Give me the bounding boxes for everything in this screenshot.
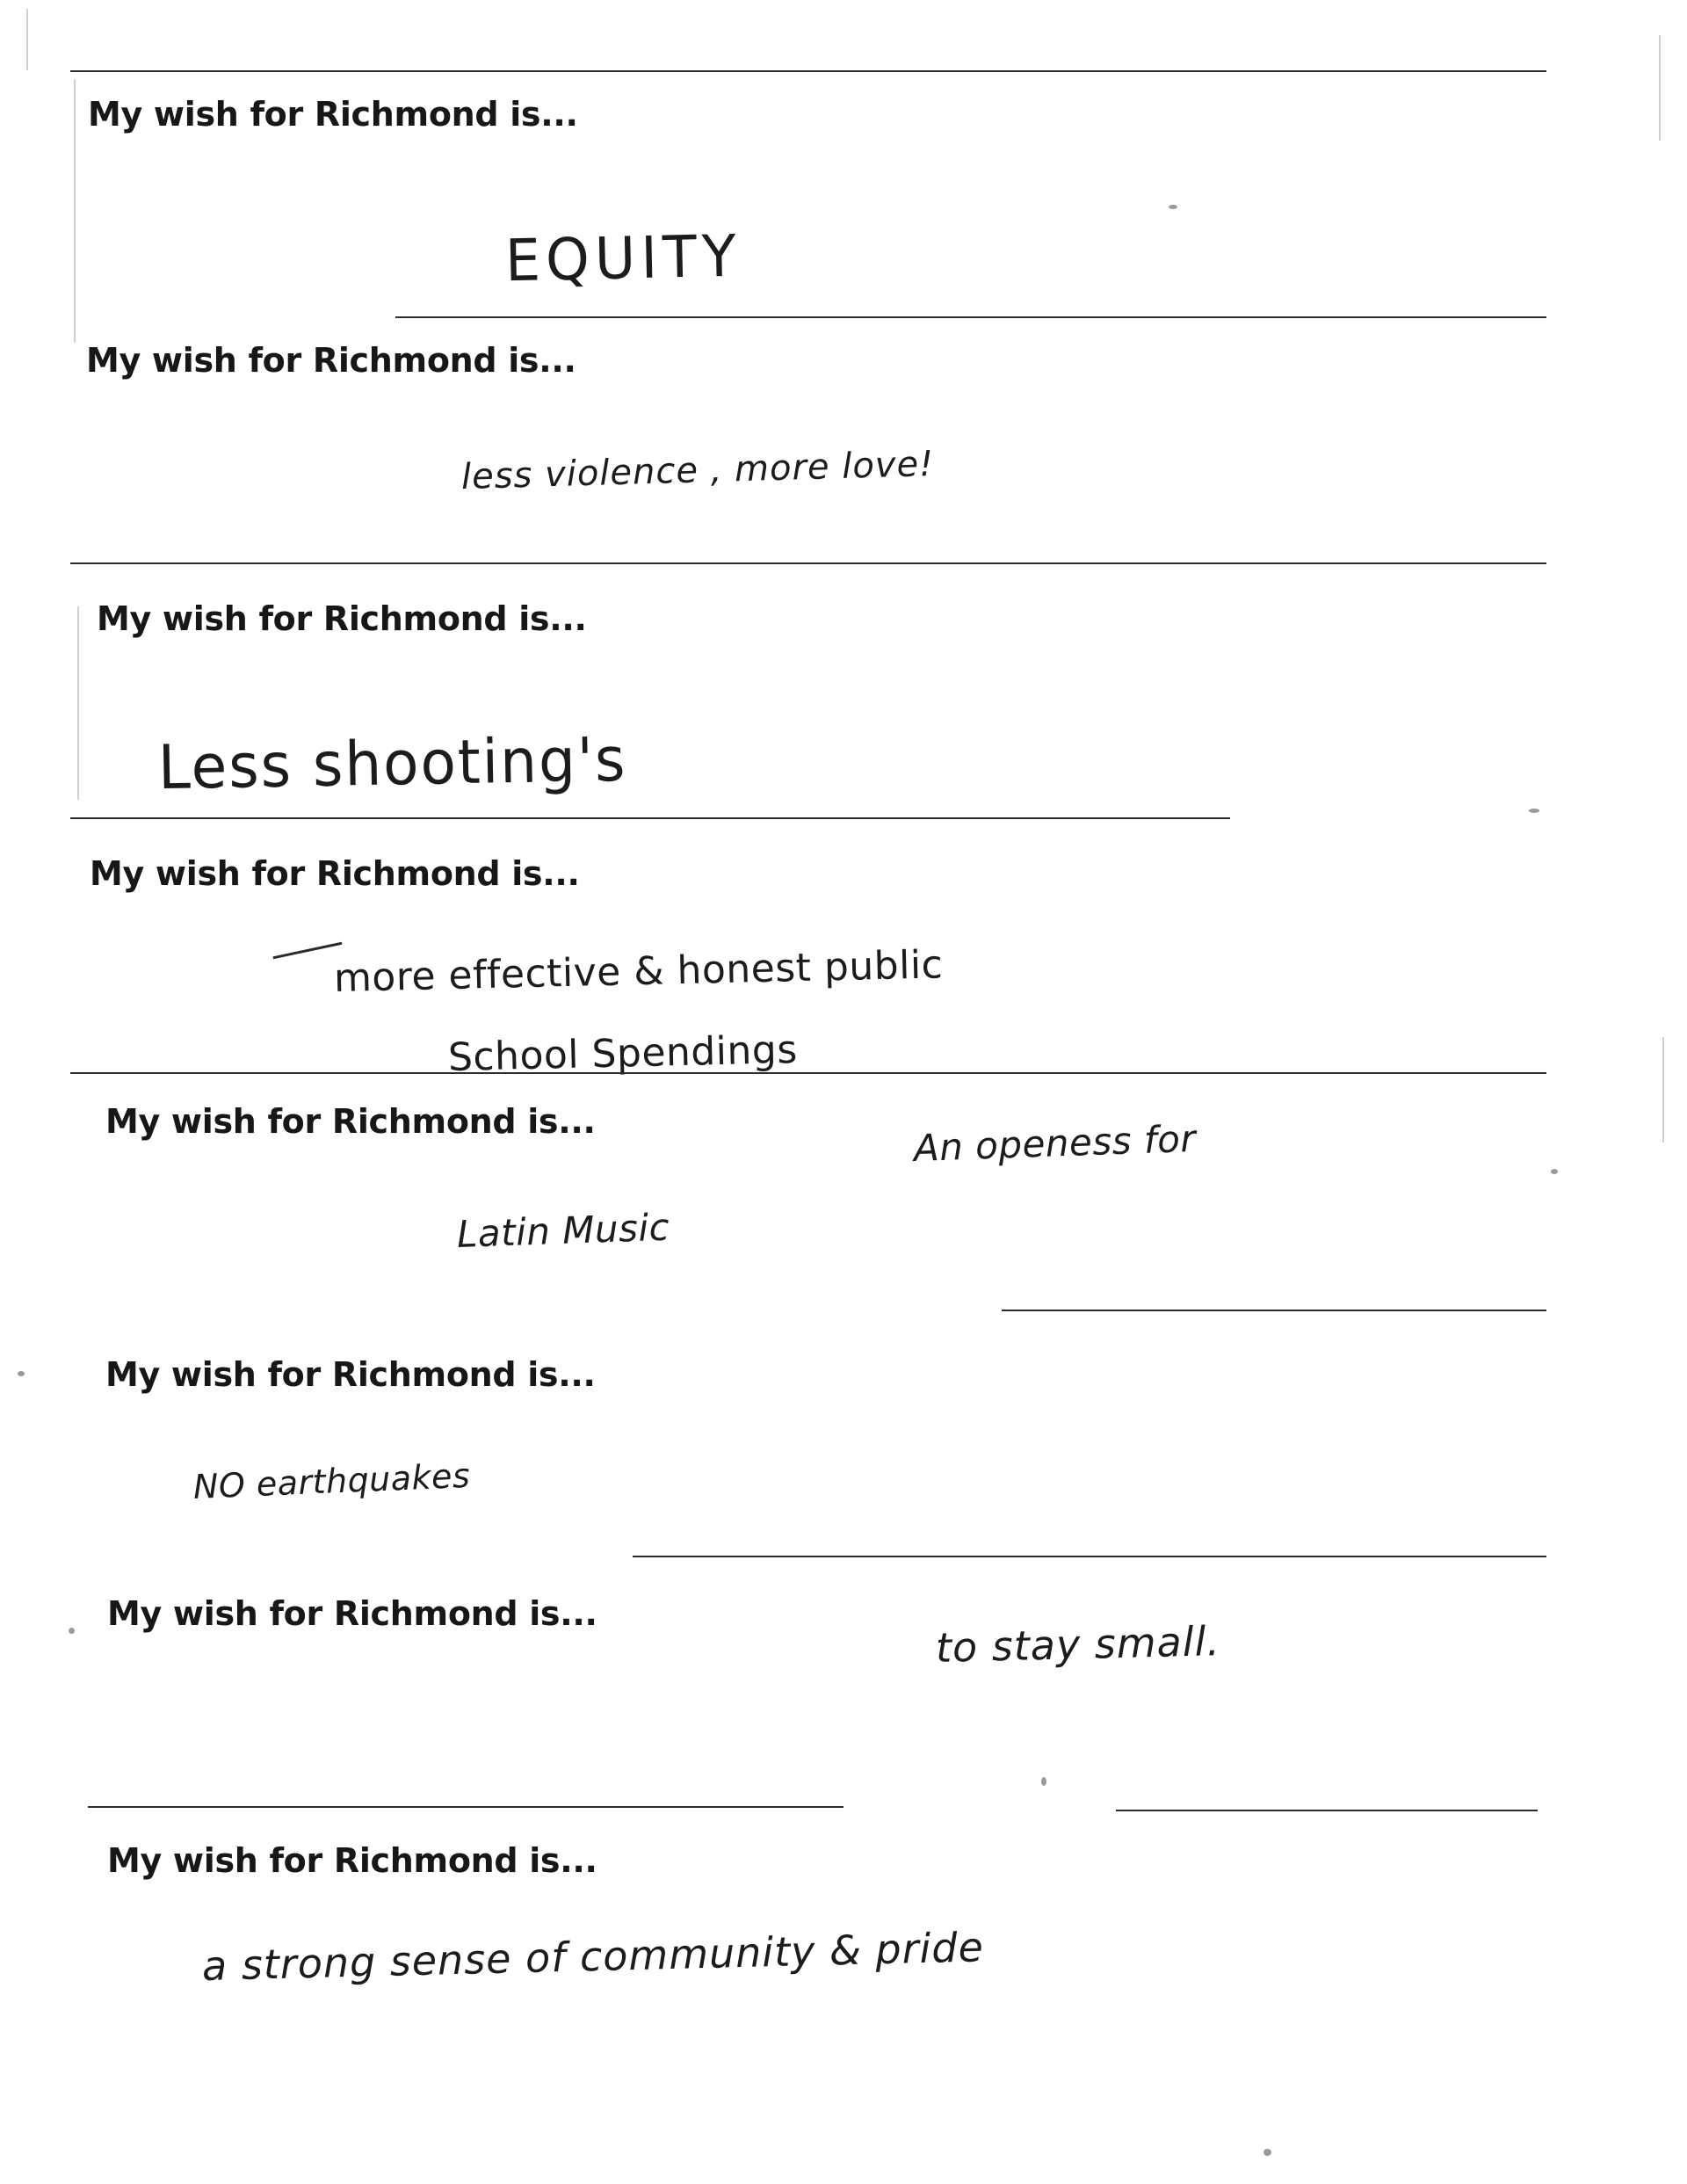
slip-prompt-label: My wish for Richmond is...	[107, 1594, 597, 1633]
slip-prompt-label: My wish for Richmond is...	[105, 1102, 596, 1141]
wish-slip-2	[70, 316, 1546, 562]
slip-top-rule	[633, 1556, 1546, 1557]
slip-handwritten-response: Less shooting's	[157, 723, 628, 803]
slip-handwritten-response-line-2: Latin Music	[456, 1205, 670, 1256]
slip-top-rule	[395, 316, 1546, 318]
wish-slip-5	[70, 1072, 1546, 1310]
scan-speck	[1551, 1169, 1558, 1174]
scan-edge-line-right	[1659, 35, 1661, 141]
slip-prompt-label: My wish for Richmond is...	[105, 1355, 596, 1394]
slip-prompt-label: My wish for Richmond is...	[107, 1841, 597, 1880]
scan-speck	[1263, 2149, 1271, 2156]
slip-handwritten-response: EQUITY	[504, 221, 742, 295]
scan-edge-line-left	[26, 9, 28, 70]
slip-top-rule	[1002, 1310, 1546, 1311]
scan-edge-line-right-2	[1662, 1037, 1664, 1143]
slip-prompt-label: My wish for Richmond is...	[86, 341, 576, 380]
wish-slip-8	[70, 1806, 1546, 2070]
slip-handwritten-response: to stay small.	[935, 1617, 1221, 1672]
slip-top-rule-right	[1116, 1810, 1538, 1811]
wish-slip-7	[70, 1556, 1546, 1810]
wish-slip-4	[70, 817, 1546, 1080]
slip-handwritten-response: NO earthquakes	[192, 1455, 472, 1506]
slip-handwritten-response-line-2: School Spendings	[447, 1027, 799, 1080]
scan-speck	[18, 1371, 25, 1376]
slip-handwritten-response-line-1: more effective & honest public	[333, 942, 944, 1001]
slip-handwritten-response-line-1: An openess for	[913, 1116, 1197, 1170]
slip-top-rule	[70, 817, 1230, 819]
slip-prompt-label: My wish for Richmond is...	[90, 854, 580, 893]
slip-handwritten-response: a strong sense of community & pride	[201, 1923, 985, 1990]
wish-slip-1	[70, 70, 1546, 316]
slip-top-rule	[70, 70, 1546, 72]
wish-slip-3	[70, 562, 1546, 817]
slip-top-rule	[70, 1072, 1546, 1074]
slip-top-rule	[88, 1806, 844, 1808]
slip-prompt-label: My wish for Richmond is...	[88, 95, 578, 134]
slip-prompt-label: My wish for Richmond is...	[97, 599, 587, 638]
slip-handwritten-response: less violence , more love!	[460, 443, 935, 497]
wish-slip-6	[70, 1310, 1546, 1556]
slip-top-rule	[70, 562, 1546, 564]
strikethrough-mark	[273, 942, 343, 960]
